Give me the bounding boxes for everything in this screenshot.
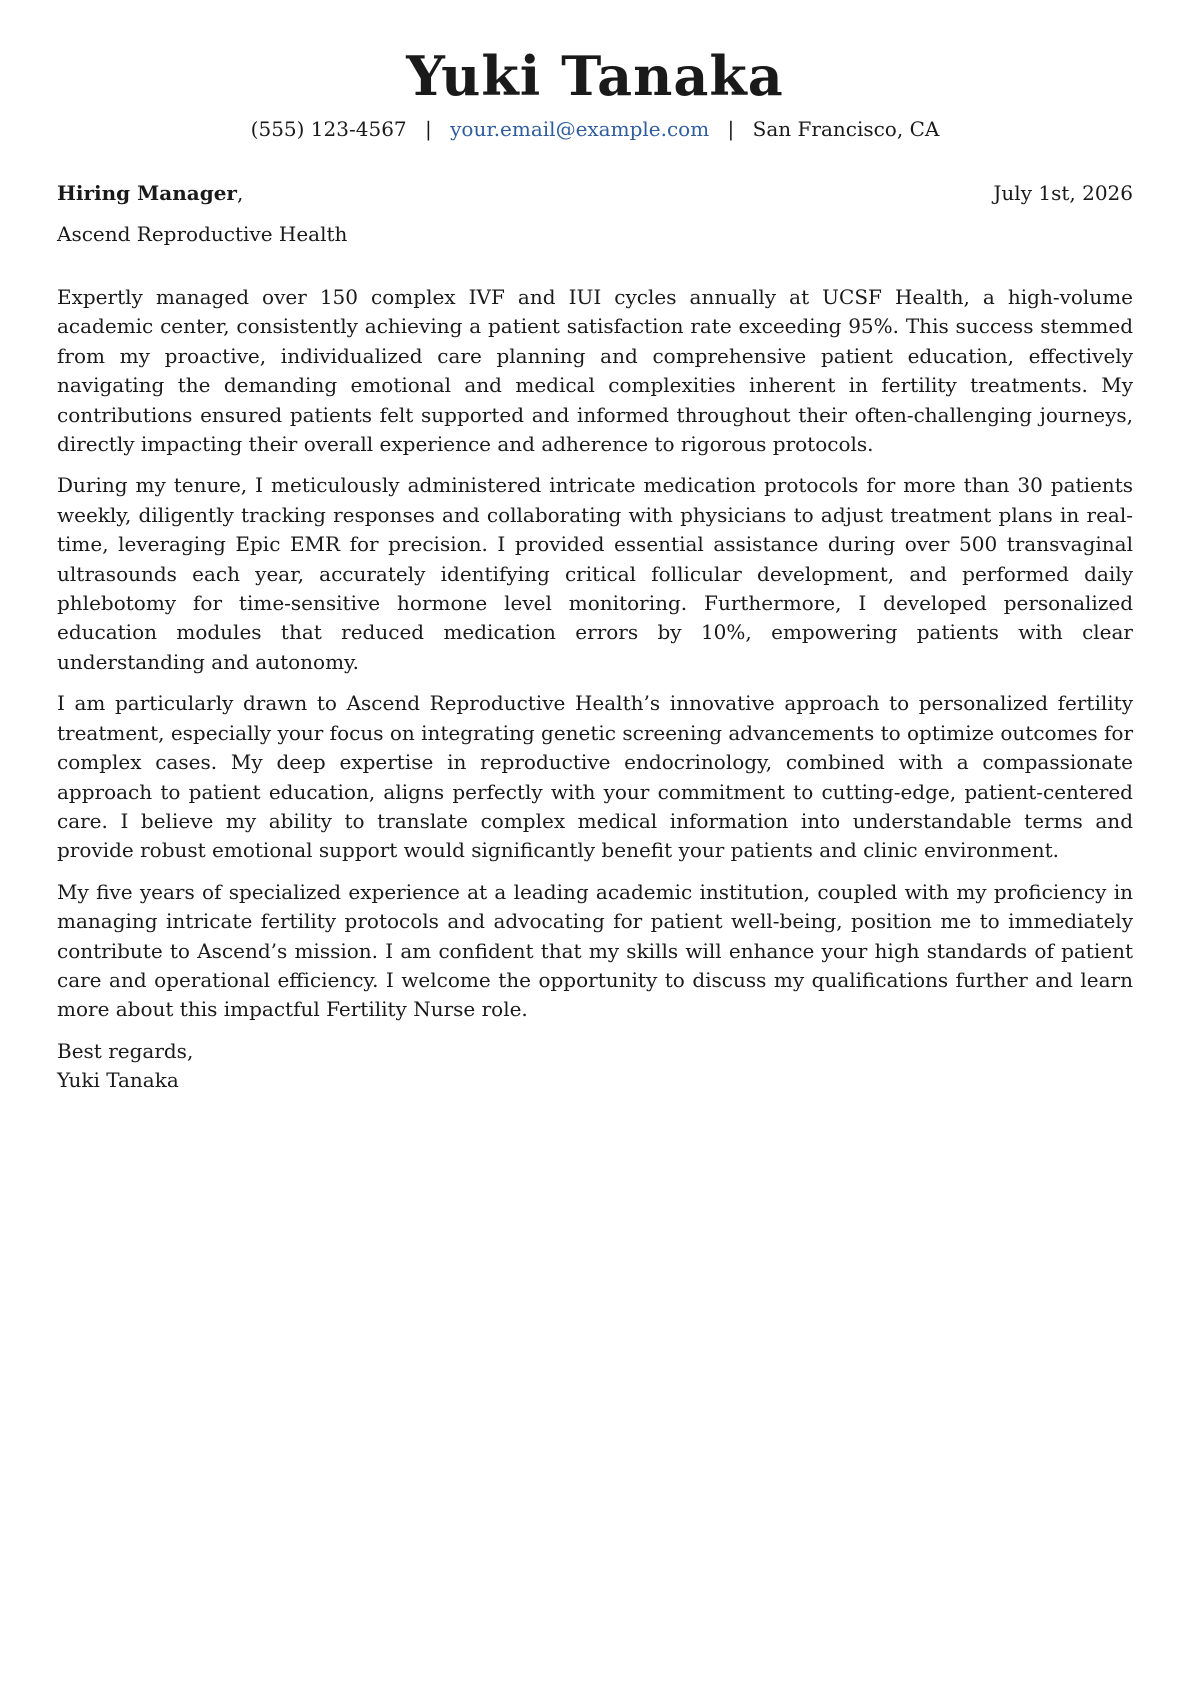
recipient-punctuation: , [236, 181, 244, 205]
salutation-row [57, 180, 1133, 206]
contact-line [0, 116, 1190, 142]
signature-name: Yuki Tanaka [57, 1068, 179, 1093]
letter-body [57, 283, 1133, 1096]
body-paragraph: During my tenure, I meticulously administered intricate medication protocols for more than 30 patients weekly, diligently tracking responses and collaborating with physicians to adjust treatment plans in real-time, leveraging Epic EMR for precision. I provided essential assistance during over 500 transvaginal ultrasounds each year, accurately identifying critical follicular development, and performed daily phlebotomy for time-sensitive hormone level monitoring. Furthermore, I developed personalized education modules that reduced medication errors by 10%, empowering patients with clear understanding and autonomy. [57, 473, 1133, 674]
applicant-name: Yuki Tanaka [406, 44, 784, 108]
email-link[interactable]: your.email@example.com [450, 117, 710, 141]
company-name: Ascend Reproductive Health [57, 222, 348, 246]
phone-number: (555) 123-4567 [250, 117, 407, 141]
letter-date: July 1st, 2026 [993, 181, 1133, 205]
location: San Francisco, CA [752, 117, 940, 141]
body-paragraph: Expertly managed over 150 complex IVF and IUI cycles annually at UCSF Health, a high-volume academic center, consistently achieving a patient satisfaction rate exceeding 95%. This success stemmed from my proactive, individualized care planning and comprehensive patient education, effectively navigating the demanding emotional and medical complexities inherent in fertility treatments. My contributions ensured patients felt supported and informed throughout their often-challenging journeys, directly impacting their overall experience and adherence to rigorous protocols. [57, 285, 1133, 457]
contact-separator: | [727, 117, 735, 141]
closing-block [57, 1037, 1133, 1096]
closing-phrase: Best regards, [57, 1038, 194, 1063]
contact-separator: | [425, 117, 432, 141]
recipient-name: Hiring Manager [57, 181, 237, 205]
body-paragraph: My five years of specialized experience at a leading academic institution, coupled with my proficiency in managing intricate fertility protocols and advocating for patient well-being, position me to immediately contribute to Ascend’s mission. I am confident that my skills will enhance your high standards of patient care and operational efficiency. I welcome the opportunity to discuss my qualifications further and learn more about this impactful Fertility Nurse role. [57, 879, 1133, 1022]
recipient [57, 180, 243, 206]
body-paragraph: I am particularly drawn to Ascend Reproductive Health’s innovative approach to personalized fertility treatment, especially your focus on integrating genetic screening advancements to optimize outcomes for complex cases. My deep expertise in reproductive endocrinology, combined with a compassionate approach to patient education, aligns perfectly with your commitment to cutting-edge, patient-centered care. I believe my ability to translate complex medical information into understandable terms and provide robust emotional support would significantly benefit your patients and clinic environment. [57, 691, 1134, 863]
